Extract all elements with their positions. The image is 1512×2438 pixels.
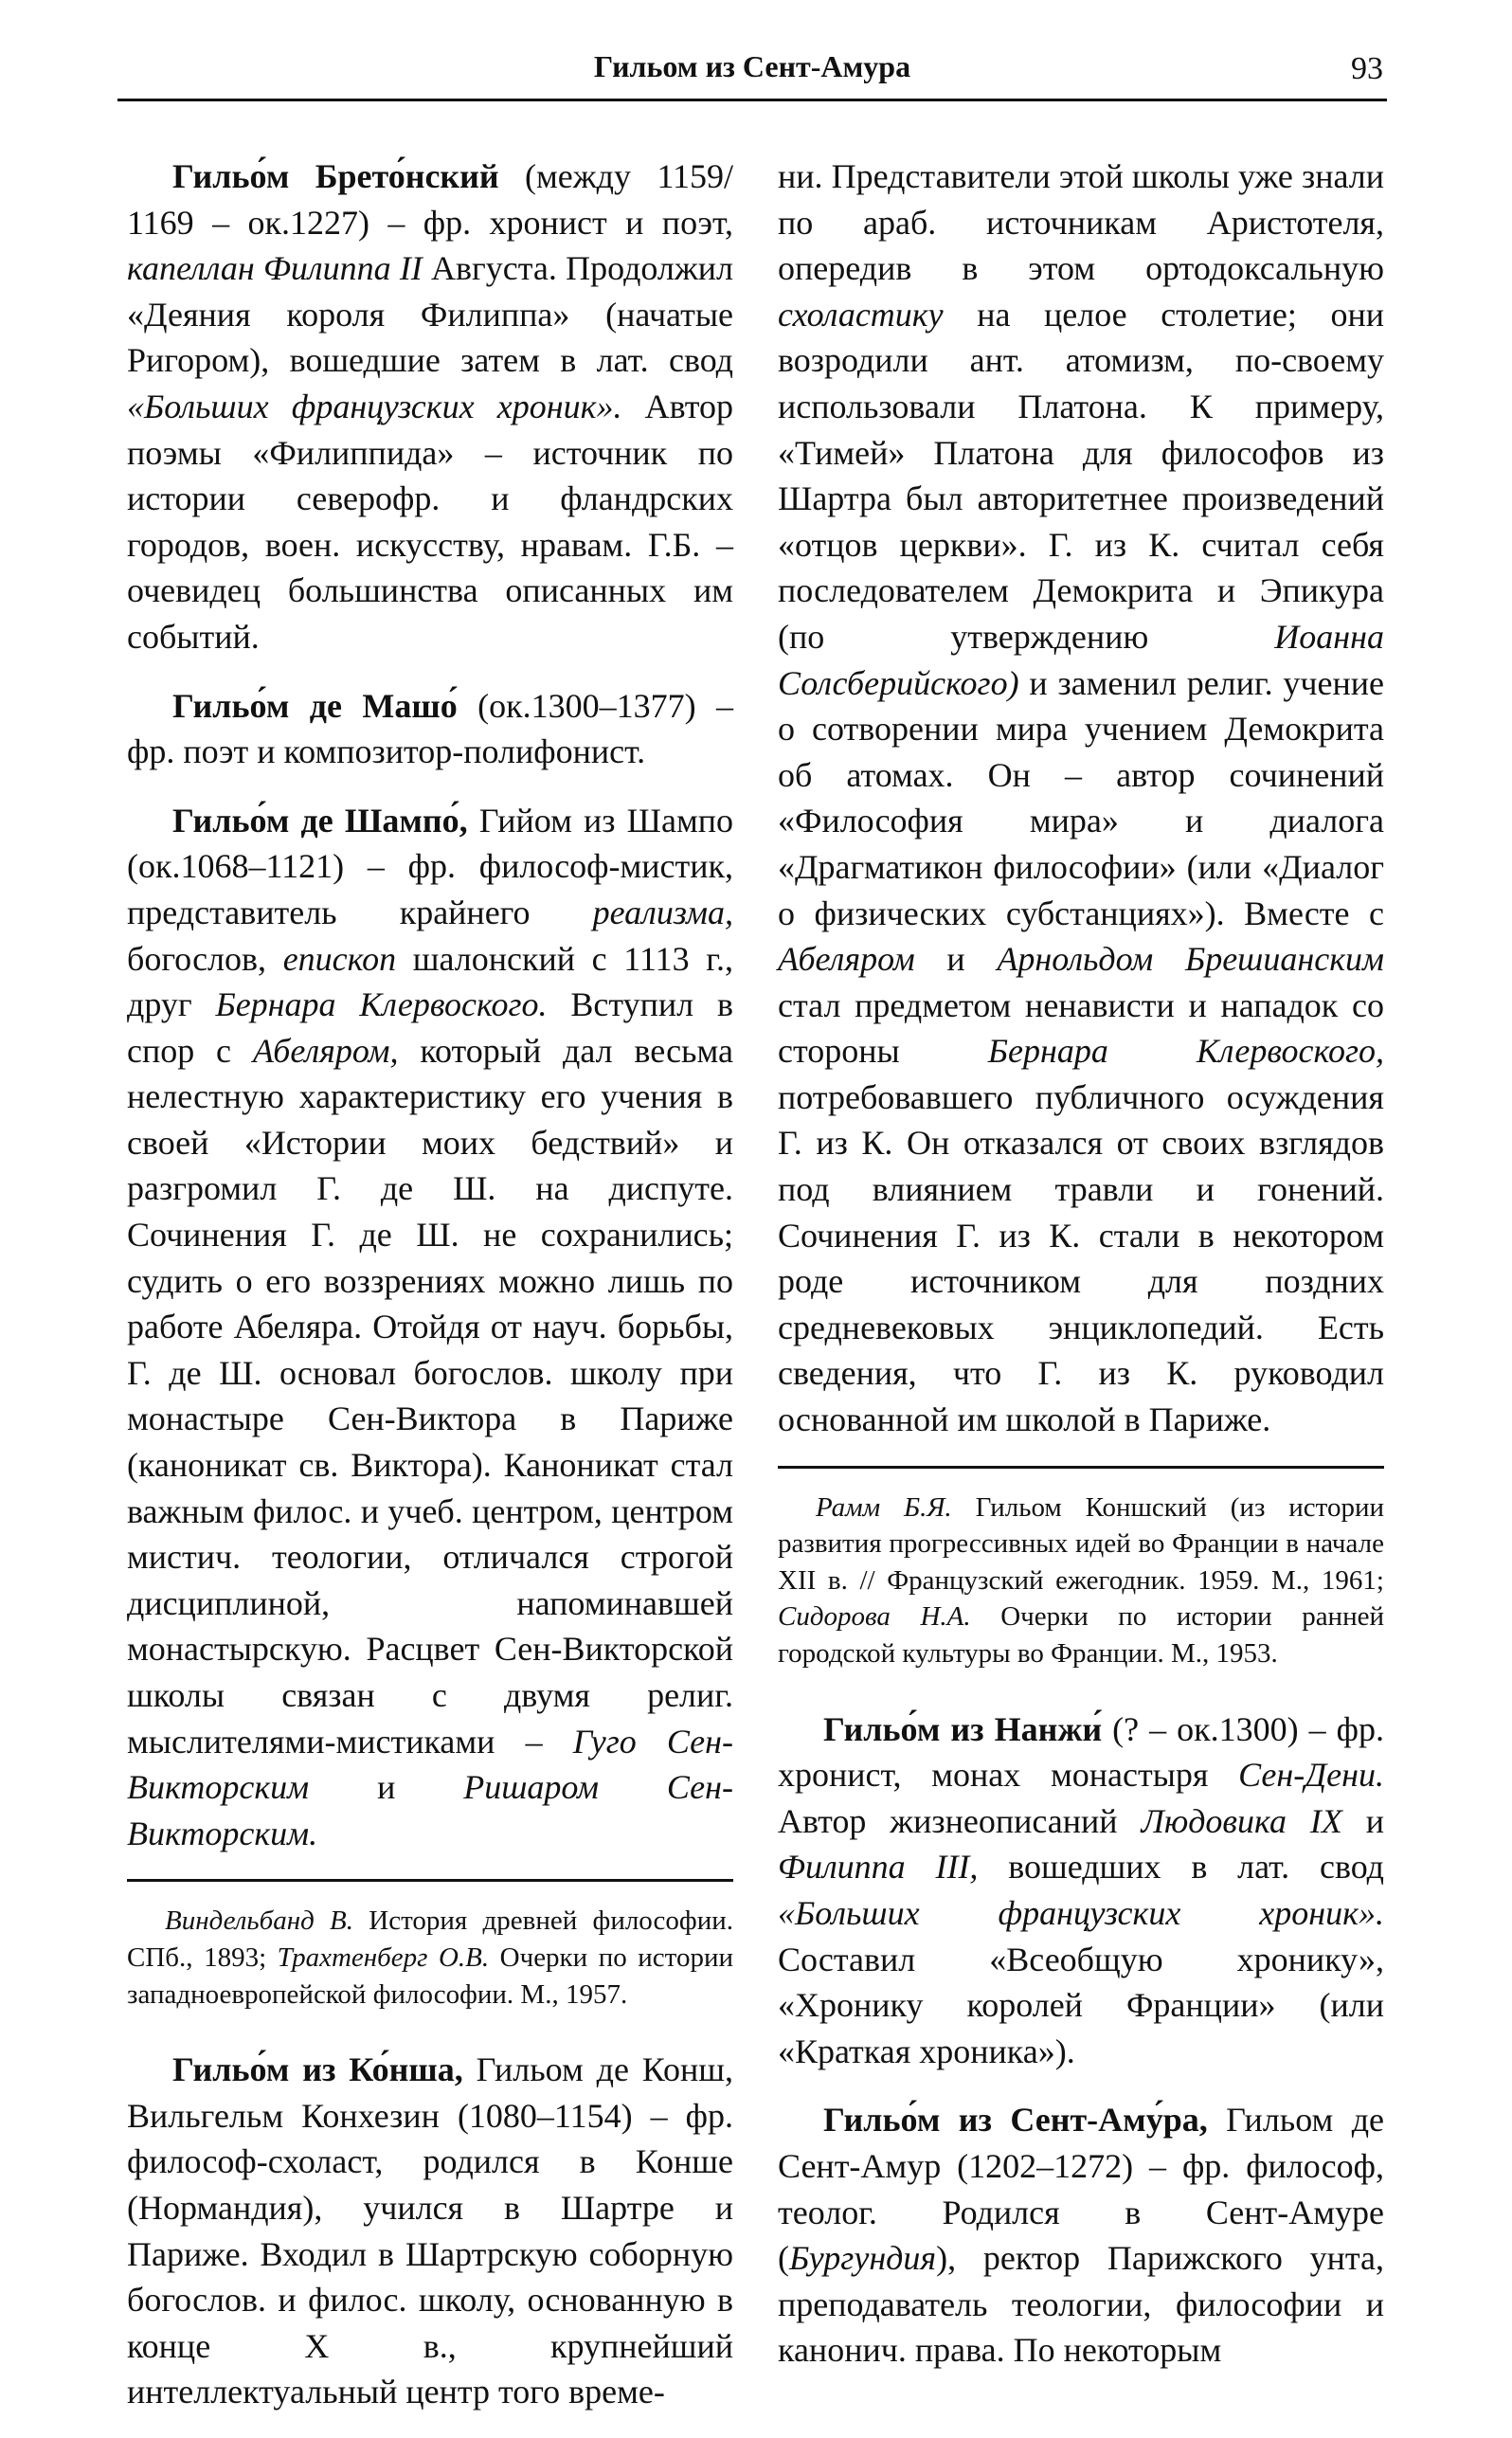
bibliography-rule <box>778 1466 1384 1469</box>
entry-guillaume-breton: Гильо́м Брето́нский (между 1159/ 1169 – ок.1227) – фр. хронист и поэт, капеллан Филиппа II Августа. Продолжил «Деяния короля Филиппа» (начатые Ригором), вошедшие затем в лат. свод «Больших французских хроник». Автор поэмы «Филиппида» – источник по истории северофр. и фландрских городов, воен. искусству, нравам. Г.Б. – очевидец большинства описанных им событий. <box>127 157 734 656</box>
bibliography-champeaux: Виндельбанд В. История древней философии. СПб., 1893; Трахтенберг О.В. Очерки по истории западноевропейской философии. М., 1957. <box>127 1905 733 2010</box>
entry-guillaume-conches: Гильо́м из Ко́нша, Гильом де Конш, Вильгельм Конхезин (1080–1154) – фр. философ-схоласт, родился в Конше (Нормандия), учился в Шартре и Париже. Входил в Шартрскую соборную богослов. и филос. школу, основанную в конце X в., крупнейший интеллектуальный центр того време- <box>127 2050 734 2411</box>
bibliography-rule <box>127 1879 733 1882</box>
entry-headword: Гильо́м де Машо́ <box>172 686 458 725</box>
bibliography-conches: Рамм Б.Я. Гильом Коншский (из истории развития прогрессивных идей во Франции в начале XII в. // Французский ежегодник. 1959. М., 1961; Сидорова Н.А. Очерки по истории ранней городской культуры во Франции. М., 1953. <box>778 1491 1385 1669</box>
entry-guillaume-conches-continued: ни. Представители этой школы уже знали по араб. источникам Аристотеля, опередив в этом ортодоксальную схоластику на целое столетие; они возродили ант. атомизм, по-своему использовали Платона. К примеру, «Тимей» Платона для философов из Шартра был авторитетнее произведений «отцов церкви». Г. из К. считал себя последователем Демокрита и Эпикура (по утверждению Иоанна Солсберийского) и заменил религ. учение о сотворении мира учением Демокрита об атомах. Он – автор сочинений «Философия мира» и диалога «Драгматикон философии» (или «Диалог о физических субстанциях»). Вместе с Абеляром и Арнольдом Брешианским стал предметом ненависти и нападок со стороны Бернара Клервоского, потребовавшего публичного осуждения Г. из К. Он отказался от своих взглядов под влиянием травли и гонений. Сочинения Г. из К. стали в некотором роде источником для поздних средневековых энциклопедий. Есть сведения, что Г. из К. руководил основанной им школой в Париже. <box>778 157 1385 1439</box>
page-header <box>117 45 1387 95</box>
entry-headword: Гильо́м де Шампо́, <box>172 801 468 840</box>
entry-guillaume-saint-amour: Гильо́м из Сент-Аму́ра, Гильом де Сент-Амур (1202–1272) – фр. философ, теолог. Родился в Сент-Амуре (Бургундия), ректор Парижского унта, преподаватель теологии, философии и канонич. права. По некоторым <box>778 2101 1384 2370</box>
header-rule <box>117 99 1387 101</box>
entry-guillaume-machaut: Гильо́м де Машо́ (ок.1300–1377) – фр. поэт и композитор-полифонист. <box>127 686 733 771</box>
entry-headword: Гильо́м из Сент-Аму́ра, <box>823 2101 1208 2140</box>
right-column <box>778 154 1384 2396</box>
entry-guillaume-nangis: Гильо́м из Нанжи́ (? – ок.1300) – фр. хронист, монах монастыря Сен-Дени. Автор жизнеописаний Людовика IX и Филиппа III, вошедших в лат. свод «Больших французских хроник». Составил «Всеобщую хронику», «Хронику королей Франции» (или «Краткая хроника»). <box>778 1709 1385 2070</box>
entry-headword: Гильо́м Брето́нский <box>172 157 499 195</box>
entry-guillaume-champeaux: Гильо́м де Шампо́, Гийом из Шампо (ок.1068–1121) – фр. философ-мистик, представитель крайнего реализма, богослов, епископ шалонский с 1113 г., друг Бернара Клервоского. Вступил в спор с Абеляром, который дал весьма нелестную характеристику его учения в своей «Истории моих бедствий» и разгромил Г. де Ш. на диспуте. Сочинения Г. де Ш. не сохранились; судить о его воззрениях можно лишь по работе Абеляра. Отойдя от науч. борьбы, Г. де Ш. основал богослов. школу при монастыре Сен-Виктора в Париже (каноникат св. Виктора). Каноникат стал важным филос. и учеб. центром, центром мистич. теологии, отличался строгой дисциплиной, напоминавшей монастырскую. Расцвет Сен-Викторской школы связан с двумя религ. мыслителями-мистиками – Гуго Сен-Викторским и Ришаром Сен-Викторским. <box>127 801 733 1852</box>
entry-headword: Гильо́м из Нанжи́ <box>823 1709 1103 1748</box>
entry-headword: Гильо́м из Ко́нша, <box>172 2050 463 2089</box>
left-column <box>127 154 733 2438</box>
running-head: Гильом из Сент-Амура <box>593 49 911 83</box>
page-number: 93 <box>1351 51 1383 86</box>
